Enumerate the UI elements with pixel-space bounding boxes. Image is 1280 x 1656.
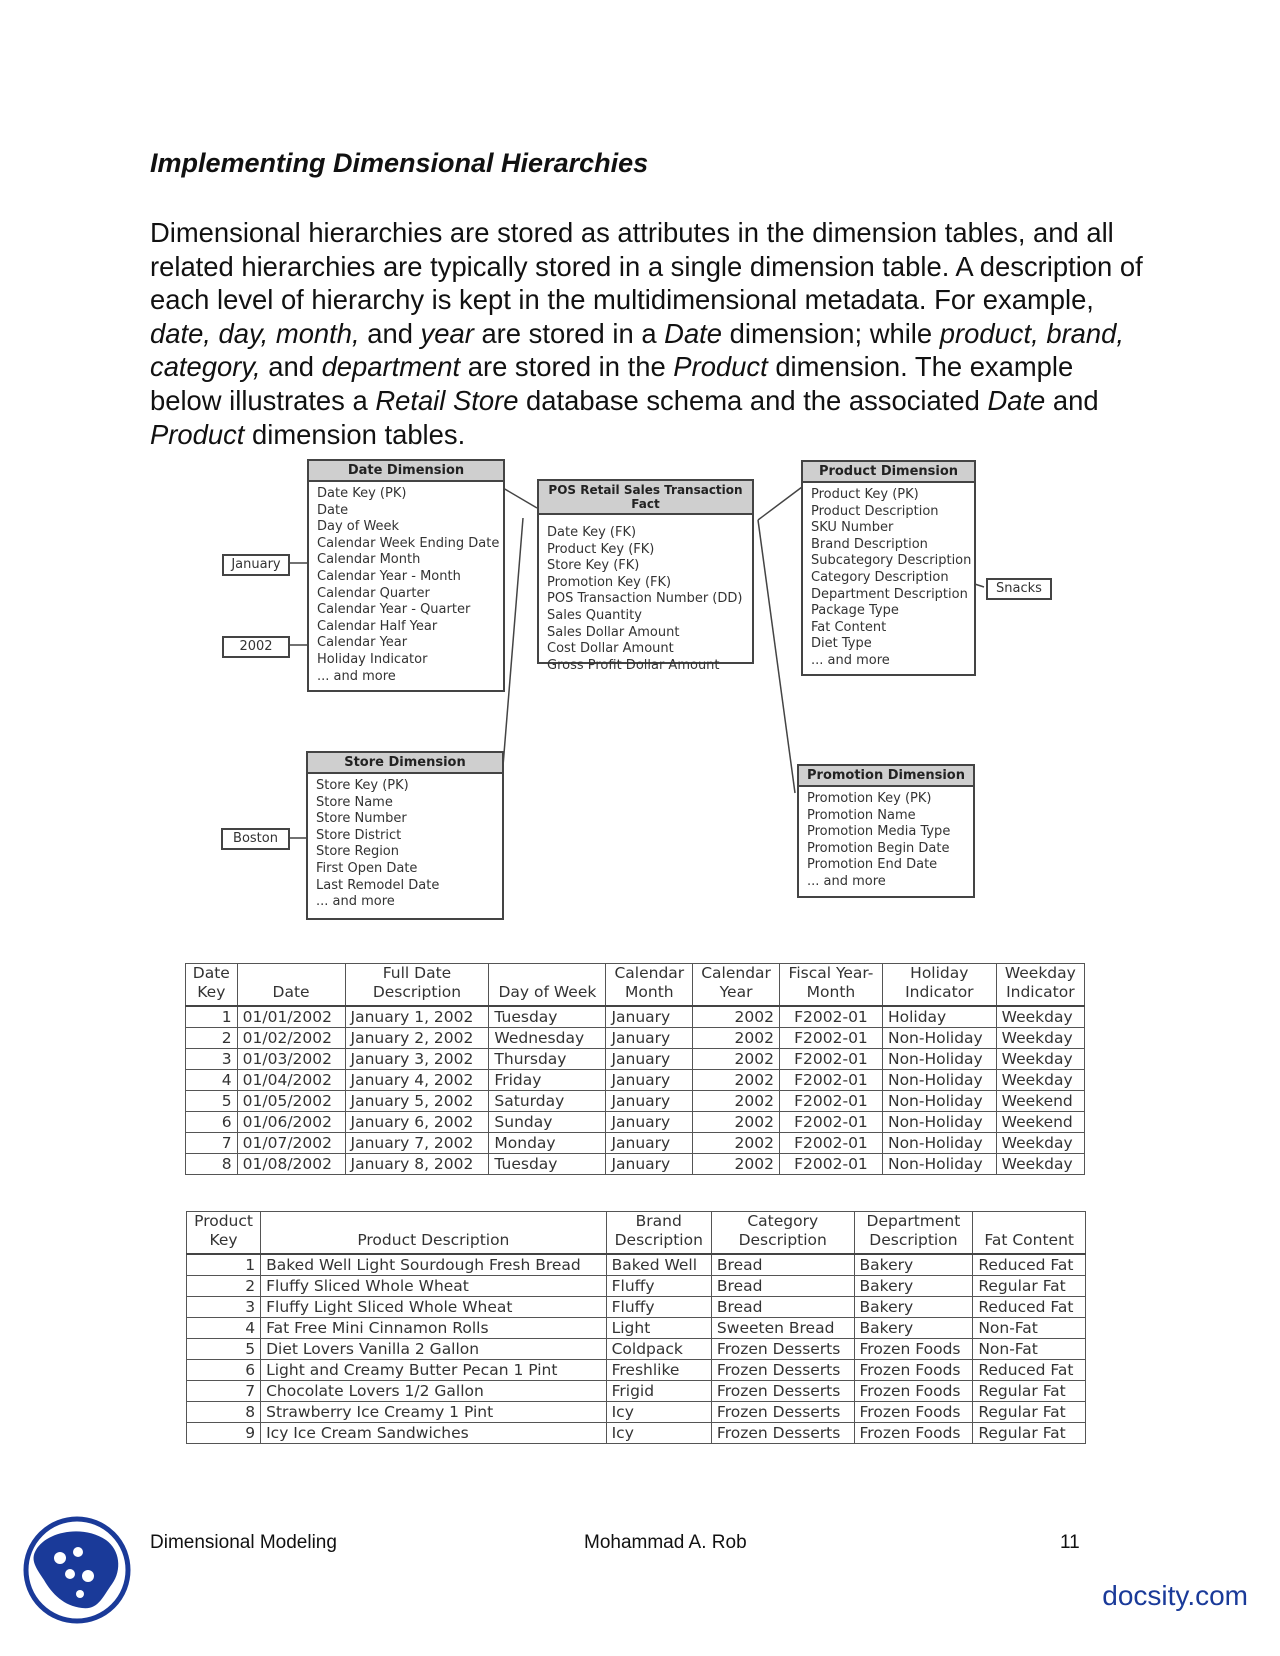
table-cell: Baked Well Light Sourdough Fresh Bread — [261, 1254, 607, 1276]
table-row — [187, 1276, 1086, 1297]
column-header — [237, 964, 345, 1007]
table-cell: 2002 — [693, 1154, 780, 1175]
schema-field: Sales Quantity — [547, 607, 642, 623]
column-header-line: Category — [747, 1212, 819, 1230]
table-row — [187, 1402, 1086, 1423]
product-dimension-box — [801, 460, 976, 676]
table-cell: Icy — [606, 1423, 711, 1444]
table-row — [186, 1133, 1085, 1154]
table-cell: Diet Lovers Vanilla 2 Gallon — [261, 1339, 607, 1360]
table-cell: F2002-01 — [779, 1049, 882, 1070]
table-cell: 1 — [187, 1254, 261, 1276]
column-header-line: Calendar — [701, 964, 771, 982]
column-header-line: Holiday — [910, 964, 969, 982]
table-cell: Weekday — [996, 1154, 1084, 1175]
table-cell: January 5, 2002 — [345, 1091, 489, 1112]
date-dimension-table — [185, 963, 1085, 1175]
column-header-line: Weekday — [1004, 964, 1076, 982]
table-cell: Fat Free Mini Cinnamon Rolls — [261, 1318, 607, 1339]
promotion-dimension-fields — [799, 787, 973, 895]
table-cell: Regular Fat — [973, 1423, 1086, 1444]
table-row — [187, 1254, 1086, 1276]
label-2002: 2002 — [222, 636, 290, 658]
schema-field: Fat Content — [811, 619, 887, 635]
column-header — [996, 964, 1084, 1007]
promotion-dimension-box — [797, 764, 975, 898]
schema-field: ... and more — [807, 873, 886, 889]
table-cell: Weekday — [996, 1133, 1084, 1154]
table-cell: January 6, 2002 — [345, 1112, 489, 1133]
table-cell: Weekday — [996, 1028, 1084, 1049]
table-cell: January 8, 2002 — [345, 1154, 489, 1175]
table-cell: Thursday — [489, 1049, 606, 1070]
docsity-watermark: docsity.com — [1102, 1580, 1248, 1611]
schema-field: Store Key (FK) — [547, 558, 640, 574]
table-cell: 2002 — [693, 1070, 780, 1091]
column-header-line: Date — [192, 964, 230, 982]
schema-field: Category Description — [811, 569, 949, 585]
table-cell: 4 — [186, 1070, 238, 1091]
column-header-line — [266, 1212, 601, 1231]
table-cell: 01/01/2002 — [237, 1006, 345, 1028]
schema-field: POS Transaction Number (DD) — [547, 591, 743, 607]
table-cell: Weekday — [996, 1049, 1084, 1070]
product-dimension-fields — [803, 483, 974, 674]
table-row — [186, 1049, 1085, 1070]
table-cell: 01/08/2002 — [237, 1154, 345, 1175]
table-row — [187, 1381, 1086, 1402]
schema-field: ... and more — [317, 668, 396, 684]
fact-table-fields — [539, 515, 752, 678]
column-header — [261, 1212, 607, 1255]
table-cell: 9 — [187, 1423, 261, 1444]
table-cell: 01/04/2002 — [237, 1070, 345, 1091]
date-dimension-fields — [309, 482, 503, 689]
table-cell: Weekend — [996, 1091, 1084, 1112]
product-dimension-title: Product Dimension — [803, 462, 974, 483]
schema-field: Day of Week — [317, 519, 400, 535]
table-row — [187, 1318, 1086, 1339]
table-cell: Regular Fat — [973, 1276, 1086, 1297]
table-cell: Strawberry Ice Creamy 1 Pint — [261, 1402, 607, 1423]
table-cell: Bakery — [854, 1297, 973, 1318]
schema-field: Date Key (FK) — [547, 525, 637, 540]
table-cell: Frozen Desserts — [711, 1381, 854, 1402]
schema-field: Promotion Key (FK) — [547, 574, 672, 590]
schema-field: Calendar Year - Month — [317, 568, 461, 584]
table-cell: Frozen Foods — [854, 1423, 973, 1444]
table-cell: Freshlike — [606, 1360, 711, 1381]
table-cell: 8 — [186, 1154, 238, 1175]
table-cell: Baked Well — [606, 1254, 711, 1276]
table-cell: Non-Fat — [973, 1339, 1086, 1360]
fact-table-box — [537, 479, 754, 673]
table-cell: Fluffy Light Sliced Whole Wheat — [261, 1297, 607, 1318]
footer-author: Mohammad A. Rob — [584, 1532, 747, 1553]
table-cell: Light — [606, 1318, 711, 1339]
table-cell: Weekday — [996, 1006, 1084, 1028]
table-cell: Non-Holiday — [882, 1028, 996, 1049]
table-cell: 2002 — [693, 1091, 780, 1112]
table-cell: 2002 — [693, 1028, 780, 1049]
table-cell: 2002 — [693, 1006, 780, 1028]
table-cell: Friday — [489, 1070, 606, 1091]
table-cell: Regular Fat — [973, 1402, 1086, 1423]
table-row — [187, 1360, 1086, 1381]
schema-field: Date Key (PK) — [317, 486, 407, 501]
schema-field: Store Key (PK) — [316, 778, 409, 793]
schema-field: Product Key (FK) — [547, 541, 655, 557]
table-cell: F2002-01 — [779, 1070, 882, 1091]
schema-field: Cost Dollar Amount — [547, 641, 674, 657]
label-snacks: Snacks — [986, 578, 1052, 600]
schema-field: Store Region — [316, 844, 399, 860]
column-header — [779, 964, 882, 1007]
table-cell: Saturday — [489, 1091, 606, 1112]
table-cell: Frozen Desserts — [711, 1339, 854, 1360]
schema-field: Subcategory Description — [811, 553, 972, 569]
schema-field: Promotion Name — [807, 807, 916, 823]
table-cell: 7 — [186, 1133, 238, 1154]
table-cell: Frigid — [606, 1381, 711, 1402]
schema-field: ... and more — [811, 652, 890, 668]
table-cell: Frozen Desserts — [711, 1402, 854, 1423]
table-cell: January — [606, 1028, 693, 1049]
table-cell: Non-Holiday — [882, 1070, 996, 1091]
docsity-logo-icon — [22, 1514, 132, 1626]
table-cell: Frozen Foods — [854, 1339, 973, 1360]
column-header-line: Description — [614, 1231, 703, 1249]
table-cell: January — [606, 1070, 693, 1091]
column-header-line: Fat Content — [984, 1231, 1074, 1249]
table-cell: F2002-01 — [779, 1112, 882, 1133]
table-cell: Tuesday — [489, 1006, 606, 1028]
column-header-line: Indicator — [905, 983, 974, 1001]
table-cell: Frozen Desserts — [711, 1360, 854, 1381]
table-cell: 2 — [187, 1276, 261, 1297]
table-cell: Fluffy Sliced Whole Wheat — [261, 1276, 607, 1297]
schema-field: Department Description — [811, 586, 968, 602]
table-cell: Regular Fat — [973, 1381, 1086, 1402]
table-cell: 01/03/2002 — [237, 1049, 345, 1070]
schema-field: Promotion End Date — [807, 857, 938, 873]
table-cell: Bakery — [854, 1318, 973, 1339]
table-cell: Fluffy — [606, 1297, 711, 1318]
store-dimension-box — [306, 751, 504, 920]
footer-page-number: 11 — [1060, 1532, 1080, 1553]
schema-field: Last Remodel Date — [316, 877, 440, 893]
schema-field: ... and more — [316, 894, 395, 910]
intro-paragraph: Dimensional hierarchies are stored as attributes in the dimension tables, and all related hierarchies are typically stored in a single dimension table. A description of each level of hierarchy is kept in the multidimensional metadata. For example, date, day, month, and year are stored in a Date dimension; while product, brand, category, and department are stored in the Product dimension. The example below illustrates a Retail Store database schema and the associated Date and Product dimension tables. — [150, 217, 1143, 450]
column-header-line: Month — [625, 983, 674, 1001]
table-cell: January 2, 2002 — [345, 1028, 489, 1049]
table-cell: F2002-01 — [779, 1006, 882, 1028]
table-cell: January — [606, 1049, 693, 1070]
table-cell: January 3, 2002 — [345, 1049, 489, 1070]
schema-field: Gross Profit Dollar Amount — [547, 657, 720, 673]
table-row — [186, 1070, 1085, 1091]
table-cell: Holiday — [882, 1006, 996, 1028]
table-cell: Coldpack — [606, 1339, 711, 1360]
footer-title: Dimensional Modeling — [150, 1532, 337, 1553]
schema-field: Promotion Begin Date — [807, 840, 950, 856]
column-header-line: Product Description — [357, 1231, 510, 1249]
page-heading: Implementing Dimensional Hierarchies — [150, 148, 649, 178]
date-dimension-title: Date Dimension — [309, 461, 503, 482]
table-cell: 3 — [186, 1049, 238, 1070]
table-cell: 2002 — [693, 1049, 780, 1070]
column-header-line: Key — [197, 983, 226, 1001]
schema-field: Calendar Half Year — [317, 618, 438, 634]
table-cell: 01/02/2002 — [237, 1028, 345, 1049]
column-header-line: Calendar — [614, 964, 685, 982]
column-header-line: Day of Week — [498, 983, 597, 1001]
product-table-body — [187, 1254, 1086, 1444]
table-cell: 6 — [187, 1360, 261, 1381]
table-cell: Weekday — [996, 1070, 1084, 1091]
table-cell: Chocolate Lovers 1/2 Gallon — [261, 1381, 607, 1402]
column-header-line: Fiscal Year- — [788, 964, 874, 982]
schema-field: Calendar Year — [317, 635, 408, 651]
schema-field: Holiday Indicator — [317, 651, 428, 667]
table-cell: 2002 — [693, 1112, 780, 1133]
table-cell: 8 — [187, 1402, 261, 1423]
schema-field: Store District — [316, 827, 402, 843]
product-dimension-table — [186, 1211, 1086, 1444]
table-cell: Frozen Foods — [854, 1402, 973, 1423]
store-dimension-title: Store Dimension — [308, 753, 502, 774]
column-header — [186, 964, 238, 1007]
column-header-line: Description — [372, 983, 462, 1001]
schema-field: Date — [317, 502, 349, 518]
table-cell: Bread — [711, 1276, 854, 1297]
table-cell: Non-Holiday — [882, 1049, 996, 1070]
schema-field: Store Name — [316, 794, 393, 810]
table-cell: January — [606, 1112, 693, 1133]
table-cell: Non-Holiday — [882, 1112, 996, 1133]
column-header-line: Year — [719, 983, 753, 1001]
column-header-line: Full Date — [382, 964, 452, 982]
table-cell: Reduced Fat — [973, 1254, 1086, 1276]
table-cell: Wednesday — [489, 1028, 606, 1049]
schema-field: Store Number — [316, 811, 407, 827]
schema-field: Calendar Quarter — [317, 585, 430, 601]
schema-field: Sales Dollar Amount — [547, 624, 680, 640]
column-header — [187, 1212, 261, 1255]
schema-field: Brand Description — [811, 536, 928, 552]
fact-table-title: POS Retail Sales Transaction Fact — [539, 481, 752, 515]
column-header — [711, 1212, 854, 1255]
schema-field: Calendar Week Ending Date — [317, 535, 500, 551]
table-cell: January — [606, 1154, 693, 1175]
table-cell: 2 — [186, 1028, 238, 1049]
product-table-header-row — [187, 1212, 1086, 1255]
column-header — [345, 964, 489, 1007]
table-cell: Non-Fat — [973, 1318, 1086, 1339]
table-cell: 5 — [186, 1091, 238, 1112]
table-cell: Non-Holiday — [882, 1133, 996, 1154]
promotion-dimension-title: Promotion Dimension — [799, 766, 973, 787]
table-cell: F2002-01 — [779, 1133, 882, 1154]
column-header-line: Brand — [635, 1212, 682, 1230]
table-cell: Non-Holiday — [882, 1154, 996, 1175]
table-cell: 01/07/2002 — [237, 1133, 345, 1154]
column-header-line — [243, 964, 340, 983]
column-header — [606, 1212, 711, 1255]
column-header-line: Product — [194, 1212, 253, 1230]
table-cell: Non-Holiday — [882, 1091, 996, 1112]
schema-field: First Open Date — [316, 860, 418, 876]
schema-field: Promotion Media Type — [807, 824, 951, 840]
table-cell: 2002 — [693, 1133, 780, 1154]
table-cell: Frozen Foods — [854, 1381, 973, 1402]
schema-field: Promotion Key (PK) — [807, 791, 932, 806]
table-cell: January 4, 2002 — [345, 1070, 489, 1091]
date-table-body — [186, 1006, 1085, 1175]
column-header-line: Department — [866, 1212, 961, 1230]
schema-field: Product Description — [811, 503, 939, 519]
table-cell: January 1, 2002 — [345, 1006, 489, 1028]
column-header-line: Description — [869, 1231, 958, 1249]
schema-field: Calendar Year - Quarter — [317, 602, 471, 618]
table-cell: 3 — [187, 1297, 261, 1318]
table-cell: 01/06/2002 — [237, 1112, 345, 1133]
schema-field: Calendar Month — [317, 552, 421, 568]
table-cell: Reduced Fat — [973, 1360, 1086, 1381]
table-cell: Sweeten Bread — [711, 1318, 854, 1339]
table-cell: Sunday — [489, 1112, 606, 1133]
table-cell: January — [606, 1091, 693, 1112]
schema-field: Package Type — [811, 603, 899, 619]
label-january: January — [222, 554, 290, 576]
table-cell: 01/05/2002 — [237, 1091, 345, 1112]
table-cell: Bread — [711, 1254, 854, 1276]
table-cell: Bakery — [854, 1254, 973, 1276]
table-row — [187, 1339, 1086, 1360]
table-cell: F2002-01 — [779, 1091, 882, 1112]
table-row — [186, 1006, 1085, 1028]
schema-field: Product Key (PK) — [811, 487, 919, 502]
table-cell: Bakery — [854, 1276, 973, 1297]
column-header-line: Date — [272, 983, 310, 1001]
column-header — [882, 964, 996, 1007]
table-cell: 7 — [187, 1381, 261, 1402]
table-cell: 1 — [186, 1006, 238, 1028]
column-header — [854, 1212, 973, 1255]
column-header-line — [978, 1212, 1080, 1231]
column-header-line: Key — [209, 1231, 238, 1249]
table-cell: 6 — [186, 1112, 238, 1133]
table-row — [186, 1112, 1085, 1133]
schema-field: Diet Type — [811, 636, 872, 652]
column-header-line: Description — [738, 1231, 827, 1249]
table-cell: Icy — [606, 1402, 711, 1423]
column-header — [489, 964, 606, 1007]
column-header-line: Indicator — [1006, 983, 1075, 1001]
schema-field: SKU Number — [811, 520, 894, 536]
table-row — [187, 1423, 1086, 1444]
column-header-line — [494, 964, 600, 983]
table-cell: Icy Ice Cream Sandwiches — [261, 1423, 607, 1444]
table-cell: Fluffy — [606, 1276, 711, 1297]
date-dimension-box — [307, 459, 505, 692]
store-dimension-fields — [308, 774, 502, 915]
table-cell: F2002-01 — [779, 1154, 882, 1175]
table-cell: 5 — [187, 1339, 261, 1360]
table-cell: Weekend — [996, 1112, 1084, 1133]
table-cell: Monday — [489, 1133, 606, 1154]
table-cell: Light and Creamy Butter Pecan 1 Pint — [261, 1360, 607, 1381]
table-cell: 4 — [187, 1318, 261, 1339]
table-row — [186, 1154, 1085, 1175]
table-cell: F2002-01 — [779, 1028, 882, 1049]
table-cell: Frozen Desserts — [711, 1423, 854, 1444]
column-header — [606, 964, 693, 1007]
table-row — [186, 1091, 1085, 1112]
table-cell: Reduced Fat — [973, 1297, 1086, 1318]
table-cell: January — [606, 1006, 693, 1028]
table-cell: January 7, 2002 — [345, 1133, 489, 1154]
table-cell: Frozen Foods — [854, 1360, 973, 1381]
table-row — [187, 1297, 1086, 1318]
table-cell: Bread — [711, 1297, 854, 1318]
column-header — [693, 964, 780, 1007]
column-header — [973, 1212, 1086, 1255]
date-table-header-row — [186, 964, 1085, 1007]
table-row — [186, 1028, 1085, 1049]
table-cell: January — [606, 1133, 693, 1154]
column-header-line: Month — [806, 983, 856, 1001]
label-boston: Boston — [221, 828, 290, 850]
table-cell: Tuesday — [489, 1154, 606, 1175]
